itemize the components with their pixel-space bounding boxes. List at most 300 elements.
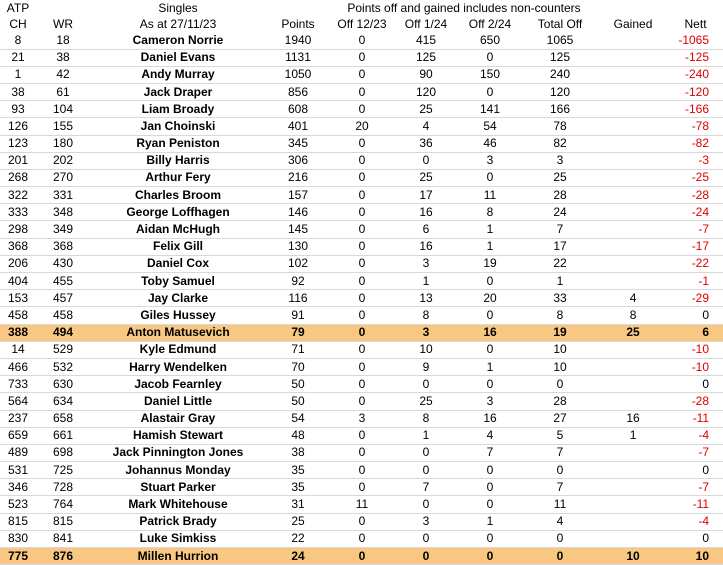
- cell-off-224: 1: [458, 358, 522, 375]
- cell-gained: [598, 341, 668, 358]
- cell-points: 22: [266, 530, 330, 547]
- cell-off-124: 1: [394, 273, 458, 290]
- cell-off-124: 120: [394, 83, 458, 100]
- cell-wr: 270: [36, 169, 90, 186]
- cell-off-224: 46: [458, 135, 522, 152]
- table-row: [0, 255, 723, 272]
- cell-total-off: 120: [522, 83, 598, 100]
- cell-off-124: 125: [394, 49, 458, 66]
- cell-gained: [598, 135, 668, 152]
- cell-gained: [598, 101, 668, 118]
- cell-wr: 155: [36, 118, 90, 135]
- cell-wr: 661: [36, 427, 90, 444]
- cell-off-224: 8: [458, 204, 522, 221]
- table-row: [0, 376, 723, 393]
- cell-points: 91: [266, 307, 330, 324]
- cell-points: 31: [266, 496, 330, 513]
- table-row: [0, 444, 723, 461]
- cell-gained: 1: [598, 427, 668, 444]
- cell-off-124: 0: [394, 376, 458, 393]
- cell-off-1223: 0: [330, 32, 394, 49]
- cell-nett: -82: [668, 135, 723, 152]
- cell-wr: 430: [36, 255, 90, 272]
- cell-off-224: 0: [458, 376, 522, 393]
- cell-nett: -3: [668, 152, 723, 169]
- cell-name: Harry Wendelken: [90, 358, 266, 375]
- cell-off-1223: 0: [330, 513, 394, 530]
- cell-off-224: 0: [458, 273, 522, 290]
- cell-off-1223: 0: [330, 152, 394, 169]
- cell-off-224: 650: [458, 32, 522, 49]
- cell-off-224: 0: [458, 169, 522, 186]
- cell-total-off: 28: [522, 187, 598, 204]
- cell-points: 71: [266, 341, 330, 358]
- cell-name: Cameron Norrie: [90, 32, 266, 49]
- cell-off-1223: 0: [330, 444, 394, 461]
- cell-name: Jan Choinski: [90, 118, 266, 135]
- cell-total-off: 0: [522, 462, 598, 479]
- header-ch: CH: [9, 16, 27, 31]
- cell-points: 25: [266, 513, 330, 530]
- cell-ch: 404: [0, 273, 36, 290]
- cell-total-off: 10: [522, 341, 598, 358]
- cell-wr: 725: [36, 462, 90, 479]
- cell-name: Stuart Parker: [90, 479, 266, 496]
- cell-gained: [598, 479, 668, 496]
- cell-wr: 698: [36, 444, 90, 461]
- cell-wr: 532: [36, 358, 90, 375]
- cell-off-1223: 0: [330, 307, 394, 324]
- cell-off-124: 36: [394, 135, 458, 152]
- cell-total-off: 7: [522, 479, 598, 496]
- cell-wr: 61: [36, 83, 90, 100]
- cell-off-224: 0: [458, 548, 522, 565]
- cell-name: Millen Hurrion: [90, 548, 266, 565]
- cell-nett: -120: [668, 83, 723, 100]
- cell-ch: 815: [0, 513, 36, 530]
- header-note: Points off and gained includes non-counters: [347, 0, 581, 15]
- cell-wr: 634: [36, 393, 90, 410]
- cell-gained: [598, 187, 668, 204]
- cell-off-224: 0: [458, 49, 522, 66]
- table-row: [0, 393, 723, 410]
- table-row: [0, 410, 723, 427]
- cell-off-224: 1: [458, 238, 522, 255]
- cell-nett: -10: [668, 358, 723, 375]
- cell-nett: 0: [668, 530, 723, 547]
- cell-gained: 4: [598, 290, 668, 307]
- cell-name: Billy Harris: [90, 152, 266, 169]
- header-row-2: [0, 16, 723, 32]
- table-row: [0, 66, 723, 83]
- cell-off-1223: 0: [330, 66, 394, 83]
- cell-points: 1131: [266, 49, 330, 66]
- cell-ch: 1: [0, 66, 36, 83]
- cell-nett: -78: [668, 118, 723, 135]
- cell-points: 48: [266, 427, 330, 444]
- table-row: [0, 204, 723, 221]
- cell-off-1223: 11: [330, 496, 394, 513]
- cell-nett: -28: [668, 187, 723, 204]
- cell-nett: -166: [668, 101, 723, 118]
- header-as-at: As at 27/11/23: [139, 16, 217, 31]
- cell-wr: 455: [36, 273, 90, 290]
- cell-name: Andy Murray: [90, 66, 266, 83]
- cell-off-124: 0: [394, 152, 458, 169]
- cell-off-224: 16: [458, 410, 522, 427]
- cell-name: Anton Matusevich: [90, 324, 266, 341]
- cell-off-124: 4: [394, 118, 458, 135]
- table-row: [0, 462, 723, 479]
- cell-off-224: 11: [458, 187, 522, 204]
- cell-off-224: 4: [458, 427, 522, 444]
- cell-points: 157: [266, 187, 330, 204]
- cell-nett: 6: [668, 324, 723, 341]
- cell-total-off: 0: [522, 530, 598, 547]
- cell-off-124: 90: [394, 66, 458, 83]
- cell-ch: 523: [0, 496, 36, 513]
- cell-name: Toby Samuel: [90, 273, 266, 290]
- cell-name: Jay Clarke: [90, 290, 266, 307]
- cell-wr: 202: [36, 152, 90, 169]
- cell-points: 856: [266, 83, 330, 100]
- cell-ch: 466: [0, 358, 36, 375]
- cell-ch: 206: [0, 255, 36, 272]
- cell-off-224: 0: [458, 83, 522, 100]
- cell-points: 401: [266, 118, 330, 135]
- cell-off-224: 0: [458, 479, 522, 496]
- table-row: [0, 530, 723, 547]
- cell-nett: -11: [668, 410, 723, 427]
- cell-off-224: 141: [458, 101, 522, 118]
- cell-wr: 368: [36, 238, 90, 255]
- cell-name: Jack Pinnington Jones: [90, 444, 266, 461]
- cell-ch: 21: [0, 49, 36, 66]
- cell-ch: 333: [0, 204, 36, 221]
- header-points: Points: [281, 16, 315, 31]
- cell-off-1223: 0: [330, 376, 394, 393]
- cell-gained: [598, 49, 668, 66]
- cell-off-1223: 0: [330, 204, 394, 221]
- cell-total-off: 78: [522, 118, 598, 135]
- cell-total-off: 0: [522, 376, 598, 393]
- cell-off-224: 0: [458, 341, 522, 358]
- cell-off-1223: 0: [330, 479, 394, 496]
- cell-ch: 298: [0, 221, 36, 238]
- cell-name: Jacob Fearnley: [90, 376, 266, 393]
- cell-wr: 658: [36, 410, 90, 427]
- cell-wr: 630: [36, 376, 90, 393]
- cell-off-124: 25: [394, 169, 458, 186]
- cell-points: 50: [266, 376, 330, 393]
- cell-total-off: 11: [522, 496, 598, 513]
- cell-off-124: 1: [394, 427, 458, 444]
- header-singles: Singles: [158, 0, 198, 15]
- cell-name: Daniel Little: [90, 393, 266, 410]
- cell-total-off: 7: [522, 444, 598, 461]
- cell-name: Luke Simkiss: [90, 530, 266, 547]
- cell-wr: 458: [36, 307, 90, 324]
- cell-off-124: 7: [394, 479, 458, 496]
- header-wr: WR: [53, 16, 73, 31]
- cell-off-1223: 0: [330, 290, 394, 307]
- header-row-1: [0, 0, 723, 16]
- cell-nett: -24: [668, 204, 723, 221]
- cell-off-124: 0: [394, 462, 458, 479]
- cell-gained: [598, 255, 668, 272]
- cell-off-124: 8: [394, 307, 458, 324]
- table-row: [0, 496, 723, 513]
- cell-total-off: 8: [522, 307, 598, 324]
- cell-off-224: 0: [458, 462, 522, 479]
- cell-ch: 564: [0, 393, 36, 410]
- cell-ch: 237: [0, 410, 36, 427]
- cell-total-off: 1: [522, 273, 598, 290]
- cell-off-224: 0: [458, 307, 522, 324]
- cell-name: Ryan Peniston: [90, 135, 266, 152]
- cell-off-224: 0: [458, 530, 522, 547]
- cell-off-224: 54: [458, 118, 522, 135]
- cell-wr: 42: [36, 66, 90, 83]
- table-row: [0, 152, 723, 169]
- cell-ch: 201: [0, 152, 36, 169]
- cell-off-224: 3: [458, 152, 522, 169]
- cell-gained: 25: [598, 324, 668, 341]
- cell-ch: 126: [0, 118, 36, 135]
- cell-points: 70: [266, 358, 330, 375]
- cell-off-1223: 0: [330, 221, 394, 238]
- table-body: [0, 32, 723, 564]
- cell-wr: 38: [36, 49, 90, 66]
- cell-ch: 93: [0, 101, 36, 118]
- cell-off-124: 0: [394, 548, 458, 565]
- cell-off-124: 3: [394, 324, 458, 341]
- cell-name: Hamish Stewart: [90, 427, 266, 444]
- cell-gained: [598, 238, 668, 255]
- cell-nett: -240: [668, 66, 723, 83]
- cell-gained: 8: [598, 307, 668, 324]
- cell-gained: [598, 462, 668, 479]
- cell-gained: [598, 152, 668, 169]
- cell-off-224: 150: [458, 66, 522, 83]
- cell-name: Patrick Brady: [90, 513, 266, 530]
- cell-ch: 733: [0, 376, 36, 393]
- cell-points: 145: [266, 221, 330, 238]
- cell-total-off: 19: [522, 324, 598, 341]
- cell-nett: -17: [668, 238, 723, 255]
- cell-wr: 876: [36, 548, 90, 565]
- cell-points: 608: [266, 101, 330, 118]
- table-row: [0, 187, 723, 204]
- table-row: [0, 101, 723, 118]
- table-row: [0, 221, 723, 238]
- cell-name: Daniel Cox: [90, 255, 266, 272]
- cell-off-124: 3: [394, 255, 458, 272]
- cell-total-off: 25: [522, 169, 598, 186]
- cell-name: Liam Broady: [90, 101, 266, 118]
- cell-gained: [598, 358, 668, 375]
- cell-nett: -4: [668, 513, 723, 530]
- table-row: [0, 32, 723, 49]
- cell-points: 54: [266, 410, 330, 427]
- cell-gained: [598, 221, 668, 238]
- cell-off-124: 415: [394, 32, 458, 49]
- header-off-1223: Off 12/23: [337, 16, 387, 31]
- table-row: [0, 341, 723, 358]
- cell-off-1223: 20: [330, 118, 394, 135]
- cell-gained: 10: [598, 548, 668, 565]
- table-row: [0, 513, 723, 530]
- cell-ch: 458: [0, 307, 36, 324]
- cell-points: 216: [266, 169, 330, 186]
- cell-wr: 494: [36, 324, 90, 341]
- cell-off-224: 20: [458, 290, 522, 307]
- cell-off-224: 7: [458, 444, 522, 461]
- cell-gained: [598, 204, 668, 221]
- cell-name: Arthur Fery: [90, 169, 266, 186]
- cell-ch: 830: [0, 530, 36, 547]
- cell-points: 345: [266, 135, 330, 152]
- cell-off-224: 1: [458, 513, 522, 530]
- cell-points: 92: [266, 273, 330, 290]
- cell-off-1223: 0: [330, 393, 394, 410]
- cell-off-124: 13: [394, 290, 458, 307]
- cell-off-124: 6: [394, 221, 458, 238]
- cell-total-off: 27: [522, 410, 598, 427]
- cell-off-1223: 0: [330, 169, 394, 186]
- cell-off-124: 16: [394, 204, 458, 221]
- table-row: [0, 49, 723, 66]
- cell-total-off: 28: [522, 393, 598, 410]
- cell-gained: [598, 169, 668, 186]
- cell-name: Daniel Evans: [90, 49, 266, 66]
- header-nett: Nett: [684, 16, 707, 31]
- table-row: [0, 83, 723, 100]
- cell-nett: -7: [668, 444, 723, 461]
- cell-off-1223: 0: [330, 49, 394, 66]
- cell-off-124: 8: [394, 410, 458, 427]
- table-row: [0, 169, 723, 186]
- cell-off-224: 3: [458, 393, 522, 410]
- header-atp: ATP: [6, 0, 30, 15]
- table-row: [0, 324, 723, 341]
- cell-name: Mark Whitehouse: [90, 496, 266, 513]
- cell-gained: [598, 513, 668, 530]
- cell-off-1223: 0: [330, 548, 394, 565]
- header-off-224: Off 2/24: [468, 16, 512, 31]
- cell-off-224: 1: [458, 221, 522, 238]
- cell-name: Johannus Monday: [90, 462, 266, 479]
- cell-off-1223: 0: [330, 135, 394, 152]
- cell-off-1223: 0: [330, 462, 394, 479]
- cell-name: Kyle Edmund: [90, 341, 266, 358]
- cell-off-1223: 0: [330, 83, 394, 100]
- cell-total-off: 0: [522, 548, 598, 565]
- cell-wr: 348: [36, 204, 90, 221]
- cell-off-1223: 0: [330, 341, 394, 358]
- cell-name: Aidan McHugh: [90, 221, 266, 238]
- cell-off-1223: 3: [330, 410, 394, 427]
- cell-ch: 489: [0, 444, 36, 461]
- cell-total-off: 24: [522, 204, 598, 221]
- cell-gained: [598, 530, 668, 547]
- cell-gained: 16: [598, 410, 668, 427]
- cell-name: Jack Draper: [90, 83, 266, 100]
- cell-off-1223: 0: [330, 238, 394, 255]
- table-row: [0, 238, 723, 255]
- table-row: [0, 118, 723, 135]
- cell-nett: 0: [668, 376, 723, 393]
- cell-off-1223: 0: [330, 255, 394, 272]
- cell-name: George Loffhagen: [90, 204, 266, 221]
- cell-off-124: 0: [394, 496, 458, 513]
- cell-total-off: 240: [522, 66, 598, 83]
- cell-nett: -29: [668, 290, 723, 307]
- cell-total-off: 10: [522, 358, 598, 375]
- cell-off-1223: 0: [330, 273, 394, 290]
- cell-wr: 728: [36, 479, 90, 496]
- cell-points: 1940: [266, 32, 330, 49]
- table-row: [0, 290, 723, 307]
- cell-off-1223: 0: [330, 324, 394, 341]
- cell-name: Charles Broom: [90, 187, 266, 204]
- cell-points: 1050: [266, 66, 330, 83]
- cell-ch: 531: [0, 462, 36, 479]
- cell-points: 130: [266, 238, 330, 255]
- cell-off-1223: 0: [330, 101, 394, 118]
- cell-points: 116: [266, 290, 330, 307]
- cell-ch: 38: [0, 83, 36, 100]
- cell-off-224: 0: [458, 496, 522, 513]
- cell-name: Alastair Gray: [90, 410, 266, 427]
- cell-ch: 775: [0, 548, 36, 565]
- cell-gained: [598, 66, 668, 83]
- cell-off-1223: 0: [330, 358, 394, 375]
- cell-wr: 815: [36, 513, 90, 530]
- cell-total-off: 22: [522, 255, 598, 272]
- cell-wr: 180: [36, 135, 90, 152]
- cell-ch: 368: [0, 238, 36, 255]
- cell-gained: [598, 83, 668, 100]
- cell-nett: -7: [668, 479, 723, 496]
- cell-total-off: 3: [522, 152, 598, 169]
- cell-total-off: 5: [522, 427, 598, 444]
- cell-name: Felix Gill: [90, 238, 266, 255]
- cell-nett: -28: [668, 393, 723, 410]
- cell-off-1223: 0: [330, 530, 394, 547]
- cell-nett: -1: [668, 273, 723, 290]
- cell-ch: 153: [0, 290, 36, 307]
- cell-nett: 10: [668, 548, 723, 565]
- cell-gained: [598, 376, 668, 393]
- cell-wr: 764: [36, 496, 90, 513]
- cell-points: 38: [266, 444, 330, 461]
- cell-wr: 841: [36, 530, 90, 547]
- cell-gained: [598, 496, 668, 513]
- cell-off-1223: 0: [330, 427, 394, 444]
- header-off-124: Off 1/24: [404, 16, 448, 31]
- cell-ch: 8: [0, 32, 36, 49]
- cell-wr: 331: [36, 187, 90, 204]
- cell-gained: [598, 118, 668, 135]
- cell-name: Giles Hussey: [90, 307, 266, 324]
- cell-wr: 457: [36, 290, 90, 307]
- cell-total-off: 166: [522, 101, 598, 118]
- table-row: [0, 135, 723, 152]
- table-row: [0, 307, 723, 324]
- cell-nett: -10: [668, 341, 723, 358]
- cell-points: 146: [266, 204, 330, 221]
